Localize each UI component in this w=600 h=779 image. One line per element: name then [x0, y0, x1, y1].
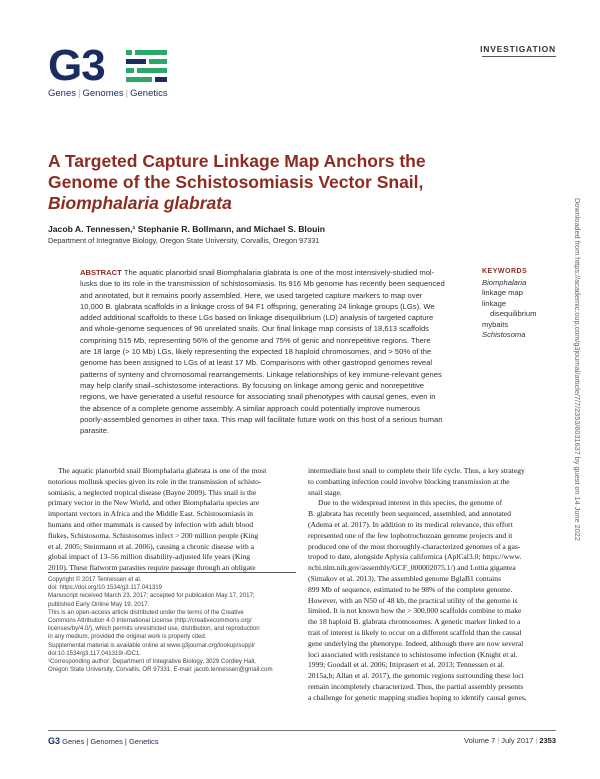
abstract: ABSTRACT The aquatic planorbid snail Biomphalaria glabrata is one of the most intensively-studied mol- lusks due to its role in the transmission of schistosomiasis. Its 916 Mb genome has recently been sequenced and annotated, but it remains poorly assembled. Here, we used targeted capture markers to map over 10,000 B. glabrata scaffolds in a linkage cross of 94 F1 offspring, generating 24 linkage groups (LGs). We added additional scaffolds to these LGs based on linkage disequilibrium (LD) analysis of targeted capture and whole-genome sequences of 96 unrelated snails. Our final linkage map consists of 18,613 scaffolds comprising 515 Mb, representing 56% of the genome and 75% of genic and nonrepetitive regions. There are 18 large (> 10 Mb) LGs, likely representing the expected 18 haploid chromosomes, and > 50% of the genome has been assigned to LGs of at least 17 Mb. Comparisons with other gastropod genomes reveal patterns of synteny and chromosomal rearrangements. Linkage relationships of key immune-relevant genes may help clarify snail–schistosome interactions. By focusing on linkage among genic and nonrepetitive regions, we have generated a useful resource for associating snail phenotypes with causal genes, even in the absence of a complete genome assembly. A similar approach could potentially improve numerous poorly-assembled genomes in other taxa. This map will facilitate future work on this host of a serious human parasite. — [80, 268, 445, 436]
footer-date: July 2017 — [501, 736, 534, 745]
footer-citation: Volume 7 | July 2017 | 2353 — [464, 736, 556, 745]
footer-rule — [48, 730, 556, 731]
footnotes: Copyright © 2017 Tennessen et al. doi: https://doi.org/10.1534/g3.117.041319 Manuscript received March 23, 2017; accepted for publication May 17, 2017; published Early Online May 19, 2017. This is an open-access article distributed under the terms of the Creative Commons Attribution 4.0 International License (http://creativecommons.org/ licenses/by/4.0/), which permits unrestricted use, distribution, and reproduction in any medium, provided the original work is properly cited. Supplemental material is available online at www.g3journal.org/lookup/suppl/ doi:10.1534/g3.117.041319/-/DC1. ¹Corresponding author: Department of Integrative Biology, 3029 Cordley Hall, Oregon State University, Corvallis, OR 97331. E-mail: jacob.tennessen@gmail.com — [48, 576, 273, 674]
section-label: INVESTIGATION — [480, 44, 556, 54]
article-title: A Targeted Capture Linkage Map Anchors the Genome of the Schistosomiasis Vector Snail, Biomphalaria glabrata — [48, 151, 426, 213]
keywords-heading: KEYWORDS — [482, 268, 528, 275]
footer-volume: Volume 7 — [464, 736, 496, 745]
footer-brand-text: Genes | Genomes | Genetics — [62, 737, 159, 746]
logo-subtitle: Genes | Genomes | Genetics — [48, 88, 168, 99]
download-watermark — [572, 198, 584, 578]
body-column-left: The aquatic planorbid snail Biomphalaria glabrata is one of the most notorious mollusk species given its role in the transmission of schisto- somiasis, a neglected tropical disease (Bayne 2009). This snail is the primary vector in the New World, and other Biomphalaria species are important vectors in Africa and the Middle East. Schistosomiasis in humans and other mammals is caused by infection with adult blood flukes, Schistosoma. Schistosomes infect > 200 million people (King et al. 2005; Steinmann et al. 2006), causing a chronic disease with a global impact of 13–56 million disability-adjusted life years (King 2010). These flatworm parasites require passage through an obligate — [48, 466, 267, 573]
author-list: Jacob A. Tennessen,¹ Stephanie R. Bollmann, and Michael S. Blouin — [48, 224, 325, 234]
section-rule — [482, 56, 556, 57]
page-number: 2353 — [539, 736, 556, 745]
keyword-item: Biomphalaria — [482, 277, 527, 287]
affiliation: Department of Integrative Biology, Oregon State University, Corvallis, Oregon 97331 — [48, 236, 320, 245]
footnote-rule — [48, 572, 296, 573]
keyword-item: disequilibrium — [490, 309, 537, 318]
keyword-item: Schistosoma — [482, 330, 526, 339]
footer-logo-mark: G3 — [48, 736, 61, 746]
download-watermark-text: Downloaded from https://academic.oup.com/g3journal/article/7/7/2353/6031637 by guest on 14 June 2022 — [573, 198, 582, 541]
keyword-item: mybaits — [482, 319, 509, 329]
keyword-item: linkage — [482, 298, 507, 308]
body-column-right: intermediate host snail to complete their life cycle. Thus, a key strategy to combatting infection could involve blocking transmission at the snail stage. Due to the widespread interest in this species, the genome of B. glabrata has recently been sequenced, assembled, and annotated (Adema et al. 2017). In addition to its medical relevance, this effort represented one of the few lophotrochozoan genome projects and it produced one of the most thoroughly-characterized genomes of a gas- tropod to date, alongside Aplysia californica (AplCal3.0; https://www. ncbi.nlm.nih.gov/assembly/GCF_000002075.1/) and Lottia gigantea (Simakov et al. 2013). The assembled genome BglaB1 contains 899 Mb of sequence, estimated to be 98% of the complete genome. However, with an N50 of 48 kb, the practical utility of the genome is limited. It is not known how the > 300,000 scaffolds combine to make the 18 haploid B. glabrata chromosomes. A genetic marker linked to a trait of interest is likely to occur on a different scaffold than the causal gene underlying the phenotype. Indeed, although there are now several loci associated with resistance to schistosome infection (Knight et al. 1999; Goodall et al. 2006; Ittiprasert et al. 2013; Tennessen et al. 2015a,b; Allan et al. 2017), the genomic regions surrounding these loci remain incompletely characterized. Thus, the partial assembly presents a challenge for genetic mapping studies hoping to identify causal genes, — [308, 466, 527, 702]
keywords — [482, 267, 536, 341]
logo-bars-icon — [124, 48, 170, 86]
footer-brand — [48, 736, 159, 746]
logo-mark: G3 — [48, 41, 105, 90]
abstract-heading: ABSTRACT — [80, 268, 122, 277]
journal-logo — [48, 41, 168, 104]
keyword-item: linkage map — [482, 288, 523, 297]
